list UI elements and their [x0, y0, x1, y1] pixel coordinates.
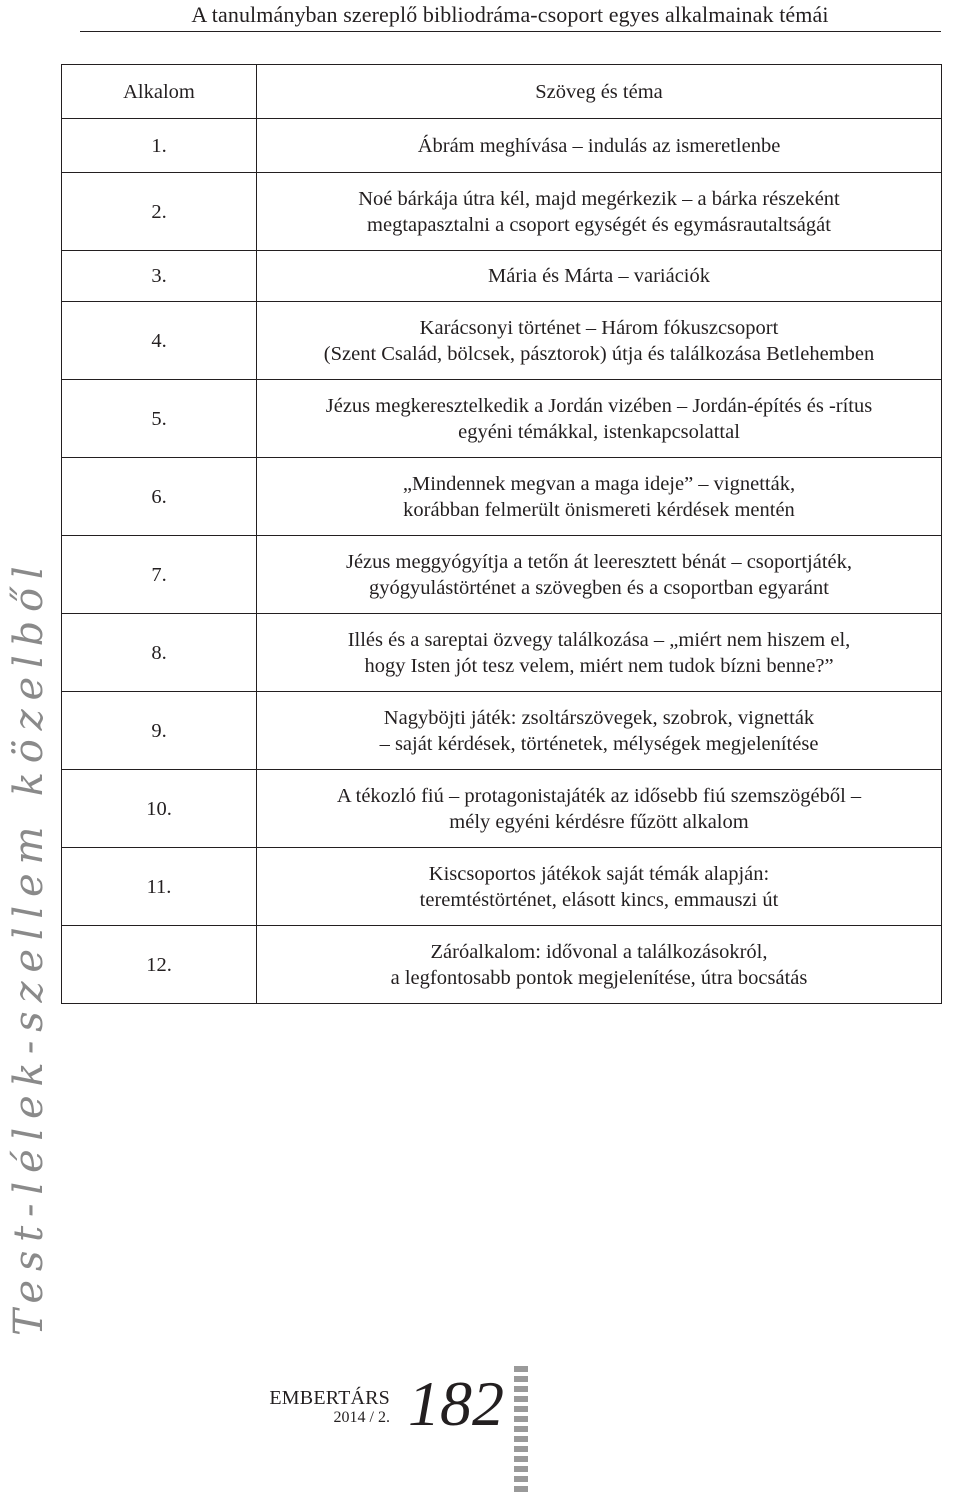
section-side-label: Test-lélek-szellem közelből	[6, 557, 52, 1336]
page-title: A tanulmányban szereplő bibliodráma-csoport egyes alkalmainak témái	[191, 2, 829, 27]
table-row	[62, 770, 942, 848]
table-row	[62, 614, 942, 692]
table-row	[62, 173, 942, 251]
session-topic: Ábrám meghívása – indulás az ismeretlenbe	[257, 119, 942, 173]
table-row	[62, 692, 942, 770]
session-number: 10.	[62, 770, 257, 848]
session-topic: A tékozló fiú – protagonistajáték az idősebb fiú szemszögéből – mély egyéni kérdésre fűzött alkalom	[257, 770, 942, 848]
table-row	[62, 536, 942, 614]
session-topic: Kiscsoportos játékok saját témák alapján: teremtéstörténet, elásott kincs, emmauszi út	[257, 848, 942, 926]
session-number: 2.	[62, 173, 257, 251]
session-number: 1.	[62, 119, 257, 173]
session-number: 6.	[62, 458, 257, 536]
journal-name: EMBERTÁRS	[269, 1387, 390, 1409]
table-row	[62, 119, 942, 173]
page-number: 182	[408, 1368, 504, 1439]
session-topic: „Mindennek megvan a maga ideje” – vignetták, korábban felmerült önismereti kérdések mentén	[257, 458, 942, 536]
table-row	[62, 458, 942, 536]
session-topic: Noé bárkája útra kél, majd megérkezik – a bárka részeként megtapasztalni a csoport egységét és egymásrautaltságát	[257, 173, 942, 251]
session-number: 5.	[62, 380, 257, 458]
session-number: 12.	[62, 926, 257, 1004]
session-number: 9.	[62, 692, 257, 770]
session-topic: Nagyböjti játék: zsoltárszövegek, szobrok, vignetták – saját kérdések, történetek, mélységek megjelenítése	[257, 692, 942, 770]
session-topic: Jézus meggyógyítja a tetőn át leeresztett bénát – csoportjáték, gyógyulástörténet a szövegben és a csoportban egyaránt	[257, 536, 942, 614]
session-number: 3.	[62, 251, 257, 302]
table-row	[62, 926, 942, 1004]
session-topic: Mária és Márta – variációk	[257, 251, 942, 302]
table-row	[62, 380, 942, 458]
column-header-session: Alkalom	[62, 65, 257, 119]
session-number: 7.	[62, 536, 257, 614]
journal-issue: 2014 / 2.	[333, 1409, 390, 1426]
table-header-row	[62, 65, 942, 119]
topics-table	[61, 64, 942, 1004]
table-row	[62, 251, 942, 302]
session-number: 11.	[62, 848, 257, 926]
session-number: 4.	[62, 302, 257, 380]
title-rule	[80, 31, 941, 32]
table-row	[62, 302, 942, 380]
session-topic: Záróalkalom: idővonal a találkozásokról, a legfontosabb pontok megjelenítése, útra bocsátás	[257, 926, 942, 1004]
table-row	[62, 848, 942, 926]
session-topic: Illés és a sareptai özvegy találkozása – „miért nem hiszem el, hogy Isten jót tesz velem, miért nem tudok bízni benne?”	[257, 614, 942, 692]
decorative-dot-column	[514, 1366, 528, 1496]
session-number: 8.	[62, 614, 257, 692]
session-topic: Jézus megkeresztelkedik a Jordán vizében – Jordán-építés és -rítus egyéni témákkal, istenkapcsolattal	[257, 380, 942, 458]
session-topic: Karácsonyi történet – Három fókuszcsoport (Szent Család, bölcsek, pásztorok) útja és találkozása Betlehemben	[257, 302, 942, 380]
column-header-text-theme: Szöveg és téma	[257, 65, 942, 119]
